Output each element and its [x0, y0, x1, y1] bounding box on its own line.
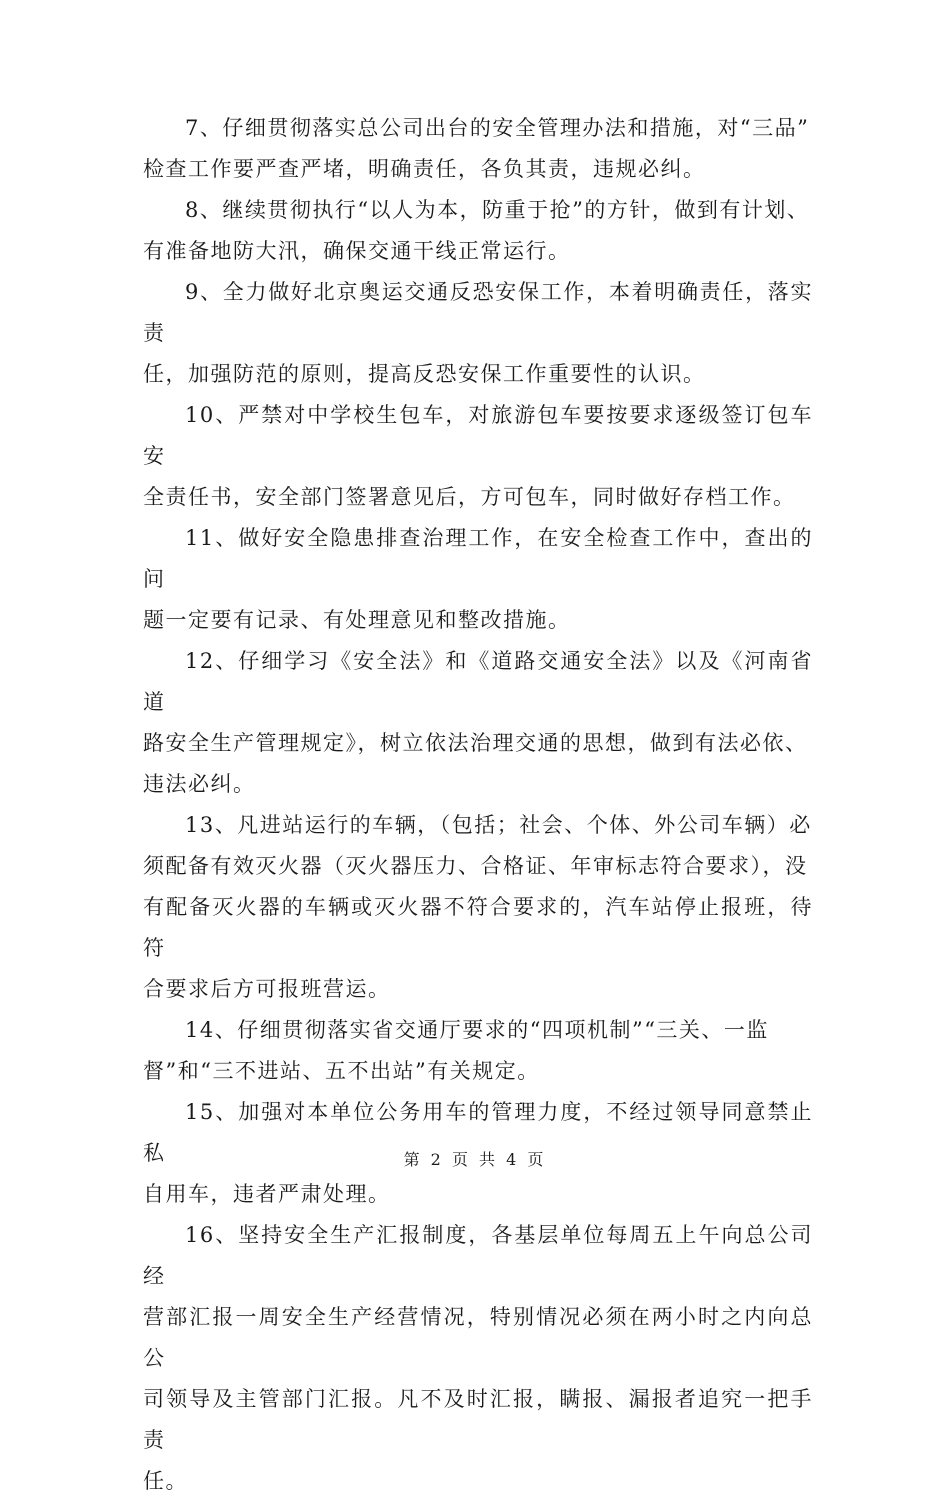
document-body — [143, 108, 813, 1502]
paragraph-8: 8、继续贯彻执行“以人为本，防重于抢”的方针，做到有计划、 有准备地防大汛，确保交通干线正常运行。 — [143, 198, 810, 263]
paragraph-12: 12、仔细学习《安全法》和《道路交通安全法》以及《河南省道 路安全生产管理规定》，树立依法治理交通的思想，做到有法必依、 违法必纠。 — [143, 649, 813, 796]
paragraph-15: 15、加强对本单位公务用车的管理力度，不经过领导同意禁止私 自用车，违者严肃处理。 — [143, 1100, 813, 1206]
paragraph-9: 9、全力做好北京奥运交通反恐安保工作，本着明确责任，落实责 任，加强防范的原则，提高反恐安保工作重要性的认识。 — [143, 280, 813, 386]
paragraph-10: 10、严禁对中学校生包车，对旅游包车要按要求逐级签订包车安 全责任书，安全部门签署意见后，方可包车，同时做好存档工作。 — [143, 403, 813, 509]
paragraph-11: 11、做好安全隐患排查治理工作，在安全检查工作中，查出的问 题一定要有记录、有处理意见和整改措施。 — [143, 526, 813, 632]
paragraph-13: 13、凡进站运行的车辆，（包括；社会、个体、外公司车辆）必 须配备有效灭火器（灭火器压力、合格证、年审标志符合要求），没 有配备灭火器的车辆或灭火器不符合要求的，汽车站停止报班，待符 合要求后方可报班营运。 — [143, 813, 813, 1001]
paragraph-16: 16、坚持安全生产汇报制度，各基层单位每周五上午向总公司经 营部汇报一周安全生产经营情况，特别情况必须在两小时之内向总公 司领导及主管部门汇报。凡不及时汇报，瞒报、漏报者追究一把手责 任。 — [143, 1223, 813, 1493]
paragraph-14: 14、仔细贯彻落实省交通厅要求的“四项机制”“三关、一监 督”和“三不进站、五不出站”有关规定。 — [143, 1018, 769, 1083]
paragraph-7: 7、仔细贯彻落实总公司出台的安全管理办法和措施，对“三品” 检查工作要严查严堵，明确责任，各负其责，违规必纠。 — [143, 116, 810, 181]
page-number-footer: 第 2 页 共 4 页 — [403, 1150, 547, 1169]
